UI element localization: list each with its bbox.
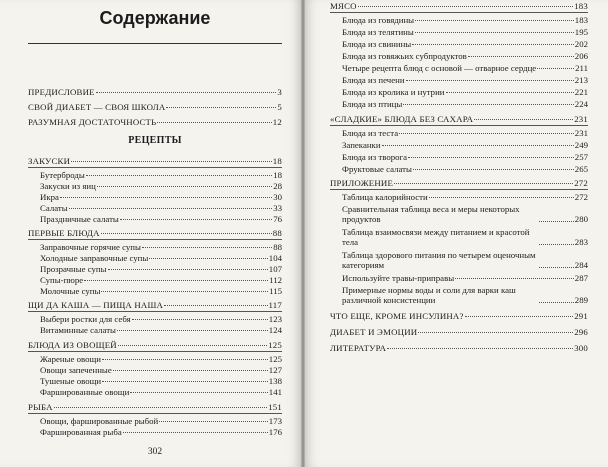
- section-page: 151: [268, 402, 282, 412]
- dot-leader: [86, 175, 272, 176]
- entry-page: 138: [268, 376, 282, 386]
- dot-leader: [69, 208, 273, 209]
- entry-page: 296: [574, 327, 588, 337]
- toc-section-appendix[interactable]: [330, 178, 588, 188]
- toc-entry-own-diabetes[interactable]: [28, 102, 282, 112]
- section-divider: [28, 351, 282, 352]
- entry-page: 213: [574, 75, 588, 85]
- toc-entry[interactable]: [40, 427, 282, 437]
- dot-leader: [166, 107, 276, 108]
- entry-title: ЧТО ЕЩЕ, КРОМЕ ИНСУЛИНА?: [330, 311, 464, 321]
- dot-leader: [102, 381, 268, 382]
- entry-page: 195: [574, 27, 588, 37]
- section-page: 125: [268, 340, 282, 350]
- dot-leader: [539, 244, 574, 245]
- entry-title: Блюда из кролика и нутрии: [342, 87, 445, 97]
- dot-leader: [465, 316, 574, 317]
- dot-leader: [408, 157, 574, 158]
- toc-entry[interactable]: [342, 99, 588, 109]
- entry-title: Четыре рецепта блюд с основой — отварное сердце: [342, 63, 537, 73]
- entry-title: Блюда из птицы: [342, 99, 403, 109]
- entry-page: 76: [273, 214, 282, 224]
- entry-page: 249: [574, 140, 588, 150]
- entry-title: Запеканки: [342, 140, 381, 150]
- dot-leader: [539, 267, 574, 268]
- toc-entry[interactable]: [342, 140, 588, 150]
- section-page: 117: [268, 300, 282, 310]
- dot-leader: [539, 221, 574, 222]
- dot-leader: [455, 278, 574, 279]
- entry-page: 88: [273, 242, 282, 252]
- dot-leader: [446, 92, 574, 93]
- entry-title: Витаминные салаты: [40, 325, 116, 335]
- dot-leader: [537, 68, 574, 69]
- page-title: Содержание: [99, 8, 211, 28]
- dot-leader: [429, 197, 574, 198]
- dot-leader: [157, 122, 271, 123]
- section-title: «СЛАДКИЕ» БЛЮДА БЕЗ САХАРА: [330, 114, 474, 124]
- toc-entry[interactable]: [342, 285, 588, 305]
- dot-leader: [71, 161, 272, 162]
- entry-title: Овощи, фаршированные рыбой: [40, 416, 159, 426]
- toc-entry[interactable]: [40, 275, 282, 285]
- toc-entry[interactable]: [342, 15, 588, 25]
- entry-title: Таблица взаимосвязи между питанием и красотой тела: [342, 227, 530, 247]
- entry-page: 265: [574, 164, 588, 174]
- section-page: 231: [574, 114, 588, 124]
- section-page: 272: [574, 178, 588, 188]
- dot-leader: [132, 319, 268, 320]
- entry-title: Таблица здорового питания по четырем оценочным категориям: [342, 250, 536, 270]
- toc-entry[interactable]: [40, 365, 282, 375]
- entry-page: 183: [574, 15, 588, 25]
- toc-section-sweet-dishes[interactable]: [330, 114, 588, 124]
- title-divider: [28, 43, 282, 44]
- entry-title: Блюда из телятины: [342, 27, 414, 37]
- entry-title: Сравнительная таблица веса и меры некоторых продуктов: [342, 204, 520, 224]
- dot-leader: [413, 169, 574, 170]
- dot-leader: [97, 186, 272, 187]
- dot-leader: [108, 269, 268, 270]
- entry-page: 284: [574, 260, 588, 270]
- section-title: ЩИ ДА КАША — ПИЩА НАША: [28, 300, 164, 310]
- dot-leader: [406, 80, 574, 81]
- section-page: 88: [272, 228, 282, 238]
- dot-leader: [412, 44, 574, 45]
- toc-entry[interactable]: [342, 192, 588, 202]
- entry-page: 280: [574, 214, 588, 224]
- dot-leader: [123, 432, 268, 433]
- toc-entry[interactable]: [40, 387, 282, 397]
- toc-entry[interactable]: [342, 164, 588, 174]
- dot-leader: [159, 421, 268, 422]
- entry-title: Закуски из яиц: [40, 181, 96, 191]
- entry-page: 206: [574, 51, 588, 61]
- entry-title: Праздничные салаты: [40, 214, 119, 224]
- section-title: ЗАКУСКИ: [28, 156, 71, 166]
- dot-leader: [84, 280, 268, 281]
- dot-leader: [418, 332, 573, 333]
- section-page: 18: [272, 156, 282, 166]
- dot-leader: [117, 330, 268, 331]
- entry-title: Тушеные овощи: [40, 376, 102, 386]
- toc-section-appetizers[interactable]: [28, 156, 282, 166]
- dot-leader: [394, 183, 573, 184]
- entry-page: 173: [268, 416, 282, 426]
- entry-page: 291: [574, 311, 588, 321]
- page-number: 302: [147, 447, 163, 457]
- toc-entry[interactable]: [342, 128, 588, 138]
- entry-page: 12: [272, 117, 282, 127]
- dot-leader: [60, 197, 272, 198]
- dot-leader: [96, 92, 277, 93]
- entry-title: Блюда из говядины: [342, 15, 415, 25]
- dot-leader: [415, 32, 574, 33]
- toc-section-vegetables[interactable]: [28, 340, 282, 350]
- toc-entry[interactable]: [40, 325, 282, 335]
- entry-title: Блюда из творога: [342, 152, 408, 162]
- toc-entry[interactable]: [40, 203, 282, 213]
- entry-page: 127: [268, 365, 282, 375]
- toc-entry-diabetes-emotions[interactable]: [330, 327, 588, 337]
- toc-entry-preface[interactable]: [28, 87, 282, 97]
- section-title: ПЕРВЫЕ БЛЮДА: [28, 228, 100, 238]
- entry-page: 211: [575, 63, 588, 73]
- toc-entry[interactable]: [342, 204, 588, 224]
- entry-page: 123: [268, 314, 282, 324]
- entry-page: 33: [273, 203, 282, 213]
- entry-page: 231: [574, 128, 588, 138]
- entry-title: Бутерброды: [40, 170, 85, 180]
- toc-entry[interactable]: [342, 75, 588, 85]
- section-divider: [28, 311, 282, 312]
- toc-entry[interactable]: [342, 273, 588, 283]
- dot-leader: [130, 392, 268, 393]
- toc-entry[interactable]: [40, 264, 282, 274]
- entry-page: 300: [574, 343, 588, 353]
- entry-title: Холодные заправочные супы: [40, 253, 149, 263]
- dot-leader: [142, 247, 272, 248]
- entry-title: Используйте травы-приправы: [342, 273, 455, 283]
- entry-page: 112: [269, 275, 282, 285]
- entry-title: Молочные супы: [40, 286, 101, 296]
- entry-title: Выбери ростки для себя: [40, 314, 131, 324]
- section-title: МЯСО: [330, 1, 357, 11]
- entry-page: 272: [574, 192, 588, 202]
- toc-entry[interactable]: [40, 354, 282, 364]
- dot-leader: [387, 348, 573, 349]
- toc-entry[interactable]: [342, 27, 588, 37]
- toc-section-meat[interactable]: [330, 1, 588, 11]
- toc-entry[interactable]: [342, 51, 588, 61]
- toc-entry-beyond-insulin[interactable]: [330, 311, 588, 321]
- toc-entry[interactable]: [40, 286, 282, 296]
- dot-leader: [101, 233, 272, 234]
- toc-entry[interactable]: [342, 39, 588, 49]
- entry-page: 124: [268, 325, 282, 335]
- entry-page: 257: [574, 152, 588, 162]
- entry-page: 18: [273, 170, 282, 180]
- toc-entry[interactable]: [342, 87, 588, 97]
- entry-page: 5: [277, 102, 282, 112]
- entry-page: 30: [273, 192, 282, 202]
- entry-page: 125: [268, 354, 282, 364]
- entry-page: 202: [574, 39, 588, 49]
- toc-section-fish[interactable]: [28, 402, 282, 412]
- toc-entry[interactable]: [40, 376, 282, 386]
- recipes-heading: РЕЦЕПТЫ: [128, 135, 182, 146]
- section-title: РЫБА: [28, 402, 53, 412]
- section-divider: [28, 167, 282, 168]
- entry-title: Овощи запеченные: [40, 365, 112, 375]
- toc-entry[interactable]: [40, 314, 282, 324]
- entry-page: 287: [574, 273, 588, 283]
- entry-page: 283: [574, 237, 588, 247]
- entry-title: СВОЙ ДИАБЕТ — СВОЯ ШКОЛА: [28, 102, 166, 112]
- entry-title: Примерные нормы воды и соли для варки каш различной консистенции: [342, 285, 516, 305]
- entry-title: Блюда из свинины: [342, 39, 412, 49]
- dot-leader: [164, 305, 267, 306]
- dot-leader: [113, 370, 268, 371]
- entry-page: 141: [268, 387, 282, 397]
- entry-title: Блюда из теста: [342, 128, 399, 138]
- entry-title: Жареные овощи: [40, 354, 101, 364]
- entry-page: 28: [273, 181, 282, 191]
- entry-title: Фруктовые салаты: [342, 164, 412, 174]
- dot-leader: [415, 20, 574, 21]
- dot-leader: [120, 219, 272, 220]
- section-divider: [28, 413, 282, 414]
- toc-entry-literature[interactable]: [330, 343, 588, 353]
- entry-title: Заправочные горячие супы: [40, 242, 141, 252]
- toc-entry[interactable]: [40, 416, 282, 426]
- entry-page: 224: [574, 99, 588, 109]
- section-divider: [330, 189, 588, 190]
- dot-leader: [149, 258, 267, 259]
- entry-title: Блюда из говяжьих субпродуктов: [342, 51, 467, 61]
- entry-title: ДИАБЕТ И ЭМОЦИИ: [330, 327, 418, 337]
- book-gutter: [301, 0, 305, 467]
- section-divider: [28, 239, 282, 240]
- dot-leader: [468, 56, 574, 57]
- entry-title: Супы-пюре: [40, 275, 84, 285]
- dot-leader: [102, 359, 268, 360]
- entry-page: 221: [574, 87, 588, 97]
- toc-entry[interactable]: [40, 242, 282, 252]
- entry-title: Фаршированные овощи: [40, 387, 130, 397]
- entry-page: 107: [268, 264, 282, 274]
- section-divider: [330, 125, 588, 126]
- dot-leader: [474, 119, 573, 120]
- entry-title: Фаршированная рыба: [40, 427, 122, 437]
- entry-title: Прозрачные супы: [40, 264, 107, 274]
- section-title: БЛЮДА ИЗ ОВОЩЕЙ: [28, 340, 117, 350]
- dot-leader: [403, 104, 574, 105]
- section-title: ПРИЛОЖЕНИЕ: [330, 178, 394, 188]
- entry-page: 176: [268, 427, 282, 437]
- dot-leader: [539, 302, 574, 303]
- entry-page: 115: [269, 286, 282, 296]
- entry-title: РАЗУМНАЯ ДОСТАТОЧНОСТЬ: [28, 117, 157, 127]
- dot-leader: [399, 133, 574, 134]
- toc-entry[interactable]: [342, 227, 588, 247]
- entry-title: ПРЕДИСЛОВИЕ: [28, 87, 95, 97]
- toc-section-first-courses[interactable]: [28, 228, 282, 238]
- toc-section-shchi-kasha[interactable]: [28, 300, 282, 310]
- toc-entry[interactable]: [40, 170, 282, 180]
- entry-page: 289: [574, 295, 588, 305]
- entry-title: Блюда из печени: [342, 75, 405, 85]
- entry-page: 104: [268, 253, 282, 263]
- entry-title: Икра: [40, 192, 59, 202]
- section-page: 183: [574, 1, 588, 11]
- toc-entry[interactable]: [342, 63, 588, 73]
- toc-entry[interactable]: [40, 253, 282, 263]
- dot-leader: [118, 345, 267, 346]
- entry-title: Таблица калорийности: [342, 192, 428, 202]
- dot-leader: [358, 6, 573, 7]
- toc-entry[interactable]: [40, 181, 282, 191]
- dot-leader: [382, 145, 574, 146]
- dot-leader: [54, 407, 268, 408]
- entry-title: Салаты: [40, 203, 68, 213]
- entry-page: 3: [277, 87, 282, 97]
- section-divider: [330, 12, 588, 13]
- dot-leader: [101, 291, 268, 292]
- entry-title: ЛИТЕРАТУРА: [330, 343, 387, 353]
- toc-entry[interactable]: [40, 192, 282, 202]
- toc-entry-reasonable-sufficiency[interactable]: [28, 117, 282, 127]
- toc-entry[interactable]: [40, 214, 282, 224]
- toc-entry[interactable]: [342, 250, 588, 270]
- toc-entry[interactable]: [342, 152, 588, 162]
